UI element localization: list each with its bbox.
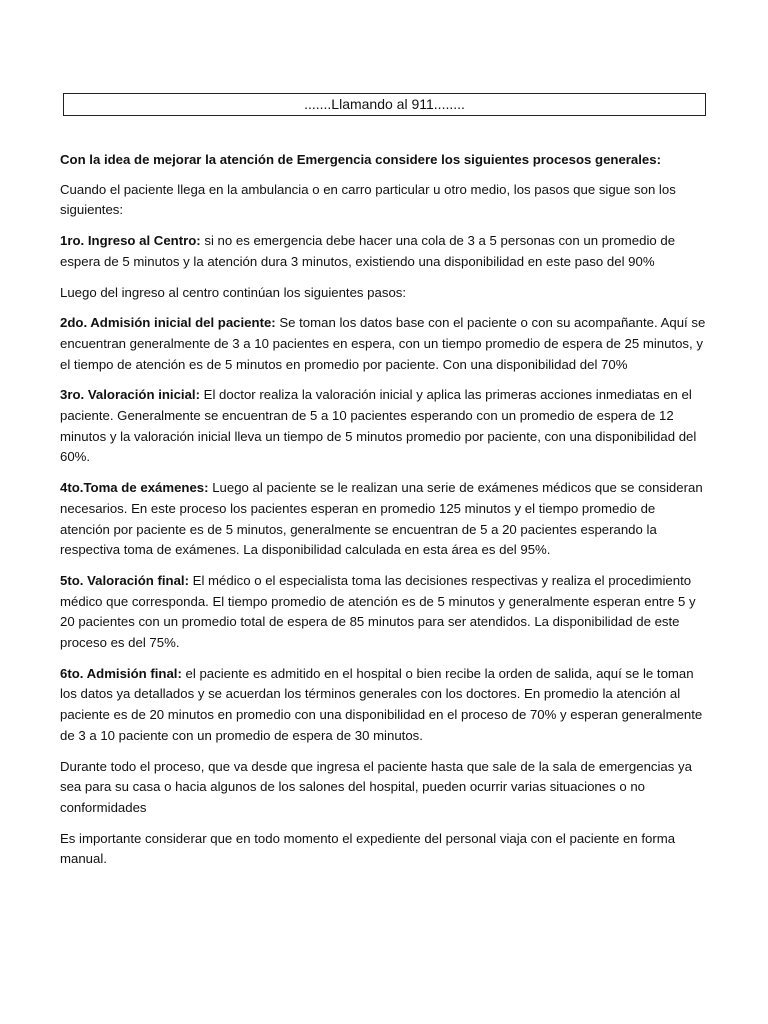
intro-bold-text: Con la idea de mejorar la atención de Emergencia considere los siguientes procesos generales: — [60, 152, 661, 167]
step-5-heading: 5to. Valoración final: — [60, 572, 189, 588]
arrival-paragraph: Cuando el paciente llega en la ambulancia o en carro particular u otro medio, los pasos que sigue son los siguientes: — [60, 181, 676, 218]
step-4-paragraph — [60, 478, 708, 561]
step-1-paragraph — [60, 231, 708, 272]
step-1-text: si no es emergencia debe hacer una cola de 3 a 5 personas con un promedio de espera de 5 minutos y la atención dura 3 minutos, existiendo una disponibilidad en este paso del 90% — [60, 233, 676, 269]
step-4-text: Luego al paciente se le realizan una serie de exámenes médicos que se consideran necesarios. En este proceso los pacientes esperan en promedio 125 minutos y el tiempo promedio de atención por paciente es de 5 minutos, generalmente se encuentran de 5 a 20 pacientes esperando la respectiva toma de exámenes. La disponibilidad calculada en esta área es del 95%. — [60, 480, 703, 558]
step-3-heading: 3ro. Valoración inicial: — [60, 387, 200, 403]
process-paragraph: Durante todo el proceso, que va desde que ingresa el paciente hasta que sale de la sala de emergencias ya sea para su casa o hacia algunos de los salones del hospital, pueden ocurrir varias situaciones o no conformidades — [60, 758, 692, 815]
record-paragraph: Es importante considerar que en todo momento el expediente del personal viaja con el paciente en forma manual. — [60, 830, 676, 867]
document-title-box — [63, 93, 706, 116]
intro-paragraph — [60, 150, 708, 171]
step-6-heading: 6to. Admisión final: — [60, 665, 182, 681]
document-body — [60, 150, 708, 880]
step-3-paragraph — [60, 385, 708, 468]
step-5-paragraph — [60, 571, 708, 654]
step-1-heading: 1ro. Ingreso al Centro: — [60, 233, 201, 249]
step-2-text: Se toman los datos base con el paciente o con su acompañante. Aquí se encuentran generalmente de 3 a 10 pacientes en espera, con un tiempo promedio de espera de 25 minutos, y el tiempo de atención es de 5 minutos en promedio por paciente. Con una disponibilidad del 70% — [60, 315, 706, 372]
step-2-paragraph — [60, 313, 708, 375]
step-5-text: El médico o el especialista toma las decisiones respectivas y realiza el procedimiento médico que corresponda. El tiempo promedio de atención es de 5 minutos y generalmente esperan entre 5 y 20 pacientes con un promedio total de espera de 85 minutos para ser atendidos. La disponibilidad de este proceso es del 75%. — [60, 572, 696, 651]
step-3-text: El doctor realiza la valoración inicial y aplica las primeras acciones inmediatas en el paciente. Generalmente se encuentran de 5 a 10 pacientes esperando con un promedio de espera de 12 minutos y la valoración inicial lleva un tiempo de 5 minutos promedio por paciente, con una disponibilidad del 60%. — [60, 387, 697, 465]
step-6-text: el paciente es admitido en el hospital o bien recibe la orden de salida, aquí se le toman los datos ya detallados y se acuerdan los términos generales con los doctores. En promedio la atención al paciente es de 20 minutos en promedio con una disponibilidad en el proceso de 70% y esperan generalmente de 3 a 10 paciente con un promedio de espera de 30 minutos. — [60, 665, 703, 743]
step-6-paragraph — [60, 664, 708, 747]
document-title: .......Llamando al 911........ — [304, 96, 465, 112]
continue-paragraph: Luego del ingreso al centro continúan los siguientes pasos: — [60, 284, 407, 300]
step-2-heading: 2do. Admisión inicial del paciente: — [60, 315, 276, 331]
step-4-heading: 4to.Toma de exámenes: — [60, 480, 209, 496]
